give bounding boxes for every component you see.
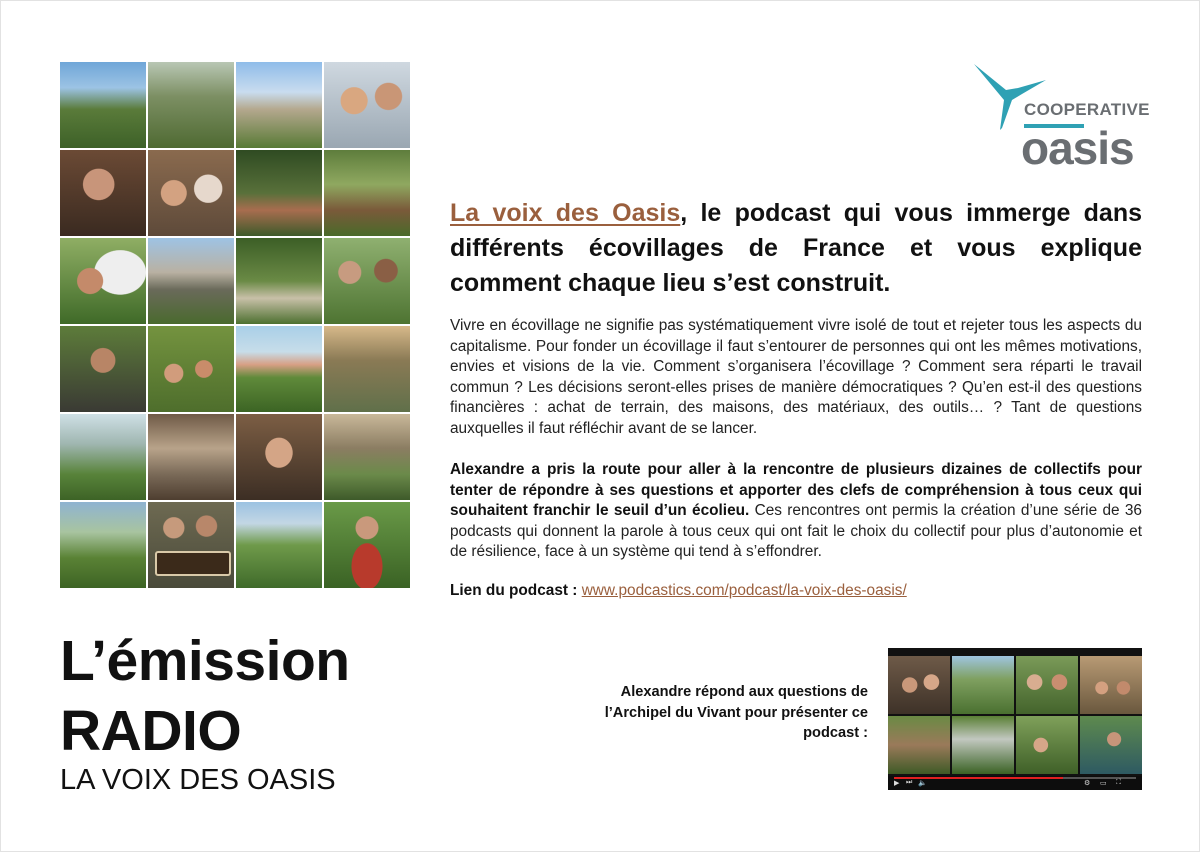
video-frame [1016, 656, 1078, 714]
video-thumbnail-grid [888, 656, 1142, 774]
logo-oasis-text: oasis [1021, 122, 1134, 174]
play-icon[interactable]: ▶ [894, 779, 900, 787]
video-frame [1080, 716, 1142, 774]
photo-tile [236, 150, 322, 236]
photo-tile [236, 62, 322, 148]
title-line-3: LA VOIX DES OASIS [60, 764, 336, 796]
intro-paragraph: Vivre en écovillage ne signifie pas systématiquement vivre isolé de tout et rejeter tous les aspects du capitalisme. Pour fonder un écovillage il faut s’entourer de personnes qui ont les mêmes motivations, envies et visions de la vie. Comment s’organisera l’écovillage ? Comment sera réparti le travail commun ? Les décisions seront-elles prises de manière démocratiques ? Qu’en est-il des questions financières : achat de terrain, des maisons, des matériaux, des outils… ? Tant de questions auxquelles il faut réfléchir avant de se lancer. [450, 317, 1142, 437]
description-paragraph [450, 460, 1142, 563]
photo-tile [236, 326, 322, 412]
headline-podcast-link[interactable]: La voix des Oasis [450, 199, 681, 227]
video-player[interactable] [888, 648, 1142, 790]
video-caption: Alexandre répond aux questions de l’Archipel du Vivant pour présenter ce podcast : [604, 684, 868, 741]
volume-icon[interactable]: 🔈 [918, 779, 927, 787]
description-normal: Ces rencontres ont permis la création d’une série de 36 podcasts qui donnent la parole à tous ceux qui ont fait le choix du collectif pour plus d’autonomie et de résilience, face à un système qui tend à s’effondrer. [450, 502, 1142, 561]
cooperative-oasis-logo [972, 60, 1150, 176]
photo-tile [60, 502, 146, 588]
photo-tile [148, 62, 234, 148]
video-frame [888, 656, 950, 714]
photo-tile [324, 150, 410, 236]
photo-tile [60, 62, 146, 148]
title-line-1: L’émission [60, 629, 350, 693]
photo-tile [60, 150, 146, 236]
photo-tile [60, 238, 146, 324]
podcast-url-link[interactable]: www.podcastics.com/podcast/la-voix-des-oasis/ [581, 582, 907, 599]
headline-rest: , le podcast qui vous immerge dans différents écovillages de France et vous explique comment chaque lieu s’est construit. [450, 199, 1143, 297]
fullscreen-icon[interactable]: ⛶ [1116, 778, 1121, 786]
photo-tile [324, 238, 410, 324]
photo-tile [148, 326, 234, 412]
description-bold: Alexandre a pris la route pour aller à la rencontre de plusieurs dizaines de collectifs pour tenter de répondre à ses questions et apporter des clefs de compréhension à tous ceux qui souhaitent franchir le seuil d’un écolieu. [450, 461, 1142, 520]
photo-tile [148, 238, 234, 324]
video-frame [888, 716, 950, 774]
title-line-2: RADIO [60, 699, 242, 763]
photo-tile [236, 502, 322, 588]
podcast-link-label: Lien du podcast : [450, 582, 578, 599]
photo-tile [148, 414, 234, 500]
captions-icon[interactable]: ▭ [1100, 779, 1107, 787]
photo-tile [148, 150, 234, 236]
headline [450, 196, 1142, 301]
photo-tile [324, 326, 410, 412]
settings-gear-icon[interactable]: ⚙ [1084, 779, 1091, 787]
photo-tile [236, 238, 322, 324]
podcast-link-row [450, 582, 907, 600]
photo-tile [324, 502, 410, 588]
photo-tile [60, 414, 146, 500]
photo-tile-sign [148, 502, 234, 588]
photo-tile [236, 414, 322, 500]
photo-tile [60, 326, 146, 412]
photo-collage [60, 62, 410, 588]
video-frame [952, 716, 1014, 774]
video-frame [1080, 656, 1142, 714]
video-frame [1016, 716, 1078, 774]
photo-tile [324, 62, 410, 148]
logo-cooperative-text: COOPERATIVE [1024, 100, 1150, 119]
next-icon[interactable]: ⏭ [906, 778, 913, 786]
video-frame [952, 656, 1014, 714]
photo-tile [324, 414, 410, 500]
